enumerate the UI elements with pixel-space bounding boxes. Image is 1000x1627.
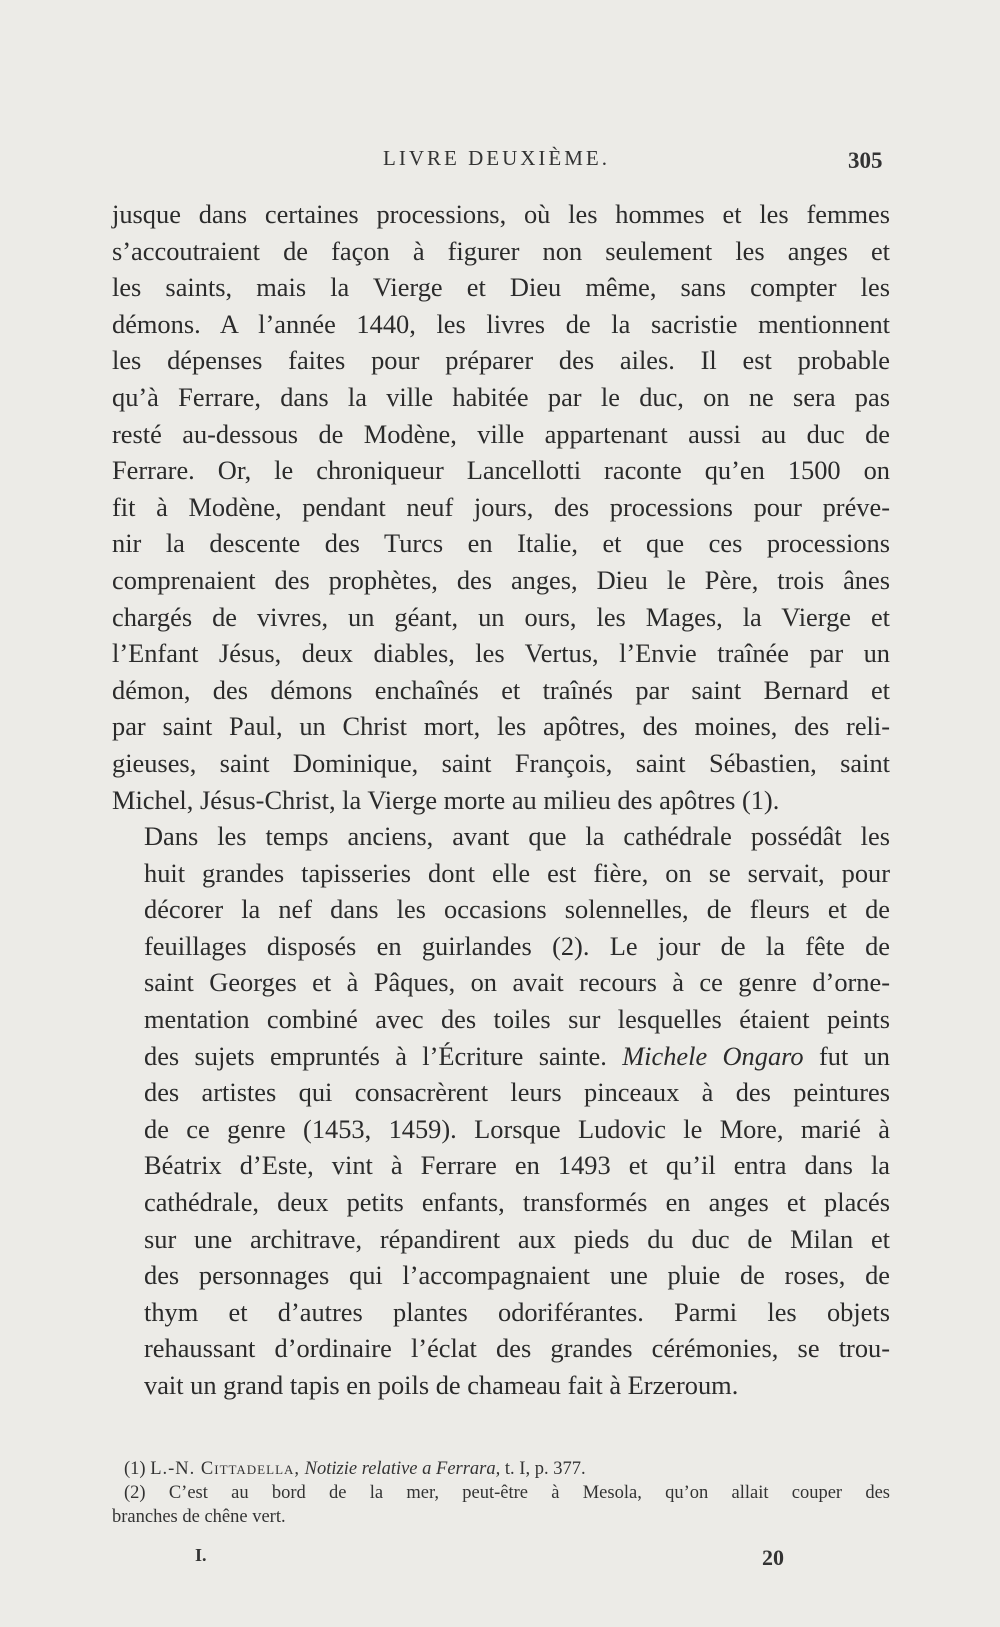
footnote-2 [112,1481,890,1505]
text-line: des personnages qui l’accompagnaient une pluie de roses, de [144,1260,890,1291]
text-line: comprenaient des prophètes, des anges, Dieu le Père, trois ânes [112,564,890,595]
text-line: l’Enfant Jésus, deux diables, les Vertus, l’Envie traînée par un [112,638,890,669]
text-line: Béatrix d’Este, vint à Ferrare en 1493 et qu’il entra dans la [144,1150,890,1181]
text-line: décorer la nef dans les occasions solennelles, de fleurs et de [144,894,890,925]
text-line: nir la descente des Turcs en Italie, et que ces processions [112,528,890,559]
text-line: sur une architrave, répandirent aux pieds du duc de Milan et [144,1223,890,1254]
text-line [112,1038,890,1075]
text-line: Michel, Jésus-Christ, la Vierge morte au milieu des apôtres (1). [112,784,780,815]
footnote-1 [112,1457,890,1481]
text-line: gieuses, saint Dominique, saint François, saint Sébastien, saint [112,747,890,778]
text-line: Ferrare. Or, le chroniqueur Lancellotti raconte qu’en 1500 on [112,455,890,486]
sheet-number: 20 [762,1545,784,1570]
text-line: les dépenses faites pour préparer des ailes. Il est probable [112,345,890,376]
text-line: démons. A l’année 1440, les livres de la sacristie mentionnent [112,308,890,339]
footnote-text: C’est au bord de la mer, peut-être à Mesola, qu’on allait couper des [168,1483,890,1503]
text-line: mentation combiné avec des toiles sur lesquelles étaient peints [144,1004,890,1035]
paragraph-2 [112,818,890,1404]
paragraph-1 [112,196,890,818]
footnote-marker: (1) [124,1459,146,1479]
text-line: cathédrale, deux petits enfants, transformés en anges et placés [144,1187,890,1218]
text-line: par saint Paul, un Christ mort, les apôtres, des moines, des reli- [112,711,890,742]
text-line: s’accoutraient de façon à figurer non seulement les anges et [112,235,890,266]
text-line: chargés de vivres, un géant, un ours, les Mages, la Vierge et [112,601,890,632]
italic-name: Michele Ongaro [622,1040,804,1071]
text-line: qu’à Ferrare, dans la ville habitée par le duc, on ne sera pas [112,381,890,412]
footnote-marker: (2) [124,1483,146,1503]
footnote-reference: t. I, p. 377. [504,1459,586,1479]
running-title: LIVRE DEUXIÈME. [383,146,610,170]
text-line: des artistes qui consacrèrent leurs pinceaux à des peintures [144,1077,890,1108]
text-line: les saints, mais la Vierge et Dieu même, sans compter les [112,272,890,303]
text-line: fit à Modène, pendant neuf jours, des processions pour préve- [112,491,890,522]
text-line: feuillages disposés en guirlandes (2). Le jour de la fête de [144,930,890,961]
text-line: Dans les temps anciens, avant que la cathédrale possédât les [144,821,890,852]
page-number: 305 [848,148,883,173]
text-line: de ce genre (1453, 1459). Lorsque Ludovic le More, marié à [144,1113,890,1144]
footnote-title: Notizie relative a Ferrara, [304,1459,501,1479]
text-line: rehaussant d’ordinaire l’éclat des grandes cérémonies, se trou- [144,1333,890,1364]
signature-mark: I. [195,1545,207,1565]
text-line: démon, des démons enchaînés et traînés par saint Bernard et [112,674,890,705]
text-line: vait un grand tapis en poils de chameau fait à Erzeroum. [144,1370,739,1400]
footnotes [112,1457,890,1529]
text-line: jusque dans certaines processions, où les hommes et les femmes [112,199,890,229]
footnote-2-continuation: branches de chêne vert. [112,1507,286,1527]
running-head [0,146,1000,176]
text-line: resté au-dessous de Modène, ville appartenant aussi au duc de [112,418,890,449]
footnote-author: L.-N. Cittadella, [150,1459,301,1479]
text-segment: des sujets empruntés à l’Écriture sainte. [144,1040,623,1071]
text-line: saint Georges et à Pâques, on avait recours à ce genre d’orne- [144,967,890,998]
text-segment: fut un [803,1040,891,1071]
text-line: thym et d’autres plantes odoriférantes. Parmi les objets [144,1296,890,1327]
body-text [112,196,890,1404]
text-line: huit grandes tapisseries dont elle est fière, on se servait, pour [144,857,890,888]
